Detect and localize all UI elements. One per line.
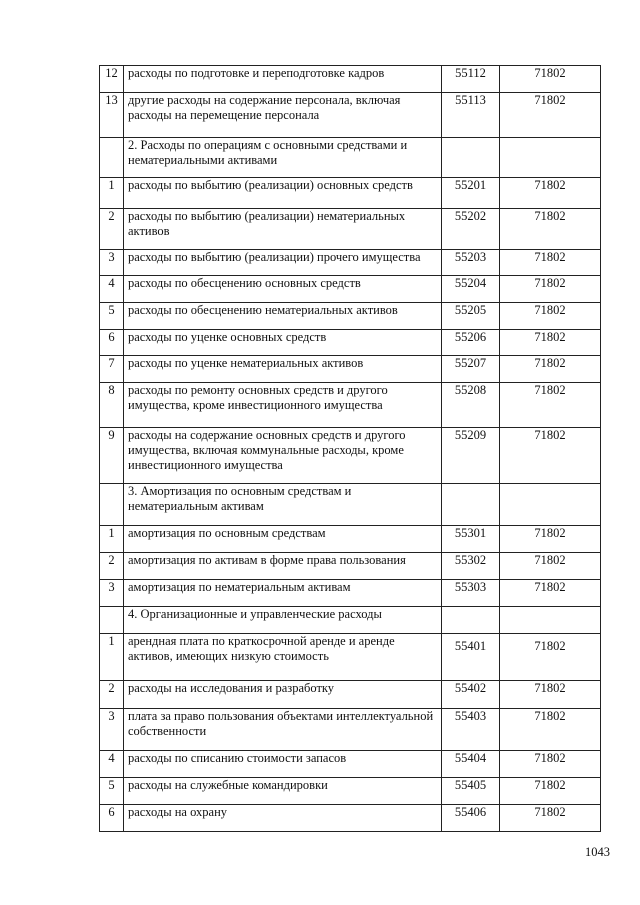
account-code: 55204 [442,276,500,303]
row-description: амортизация по основным средствам [124,526,442,553]
row-description: расходы по выбытию (реализации) основных средств [124,178,442,209]
section-title: 2. Расходы по операциям с основными средствами и нематериальными активами [124,138,442,178]
account-code: 55302 [442,553,500,580]
account-code [442,607,500,634]
row-description: расходы по обесценению основных средств [124,276,442,303]
corr-account: 71802 [500,250,601,276]
corr-account: 71802 [500,276,601,303]
account-code [442,484,500,526]
corr-account: 71802 [500,209,601,250]
section-header-row [100,138,601,178]
row-number: 1 [100,178,124,209]
row-number: 6 [100,805,124,832]
row-description: арендная плата по краткосрочной аренде и аренде активов, имеющих низкую стоимость [124,634,442,681]
corr-account: 71802 [500,681,601,709]
table-row [100,580,601,607]
corr-account: 71802 [500,526,601,553]
row-description: плата за право пользования объектами интеллектуальной собственности [124,709,442,751]
row-number: 12 [100,66,124,93]
account-code: 55208 [442,383,500,428]
corr-account: 71802 [500,580,601,607]
section-header-row [100,484,601,526]
table-row [100,751,601,778]
row-description: расходы по обесценению нематериальных активов [124,303,442,330]
table-row [100,526,601,553]
row-number [100,138,124,178]
table-row [100,276,601,303]
table-row [100,356,601,383]
row-description: расходы по ремонту основных средств и другого имущества, кроме инвестиционного имущества [124,383,442,428]
row-description: расходы по уценке основных средств [124,330,442,356]
corr-account: 71802 [500,634,601,681]
row-description: расходы по списанию стоимости запасов [124,751,442,778]
corr-account: 71802 [500,93,601,138]
corr-account: 71802 [500,751,601,778]
row-number [100,484,124,526]
row-description: расходы по уценке нематериальных активов [124,356,442,383]
row-number: 5 [100,303,124,330]
corr-account: 71802 [500,778,601,805]
account-code: 55404 [442,751,500,778]
row-description: расходы на исследования и разработку [124,681,442,709]
table-row [100,250,601,276]
row-number: 6 [100,330,124,356]
row-number: 4 [100,276,124,303]
row-description: расходы по выбытию (реализации) прочего имущества [124,250,442,276]
row-number: 2 [100,681,124,709]
row-description: амортизация по нематериальным активам [124,580,442,607]
account-code: 55112 [442,66,500,93]
account-code: 55209 [442,428,500,484]
row-number: 5 [100,778,124,805]
row-description: расходы по подготовке и переподготовке кадров [124,66,442,93]
table-row [100,303,601,330]
account-code: 55207 [442,356,500,383]
table-row [100,709,601,751]
account-code: 55113 [442,93,500,138]
row-number: 4 [100,751,124,778]
account-code: 55203 [442,250,500,276]
row-number: 2 [100,553,124,580]
account-code: 55403 [442,709,500,751]
accounts-table [99,65,601,832]
corr-account: 71802 [500,709,601,751]
corr-account: 71802 [500,553,601,580]
account-code: 55205 [442,303,500,330]
table-row [100,178,601,209]
account-code: 55402 [442,681,500,709]
account-code: 55303 [442,580,500,607]
row-number [100,607,124,634]
page-number: 1043 [585,845,610,859]
row-number: 1 [100,634,124,681]
table-row [100,428,601,484]
account-code: 55301 [442,526,500,553]
row-description: амортизация по активам в форме права пользования [124,553,442,580]
table-row [100,66,601,93]
row-number: 13 [100,93,124,138]
table-row [100,778,601,805]
row-number: 8 [100,383,124,428]
row-description: расходы на содержание основных средств и другого имущества, включая коммунальные расходы, кроме инвестиционного имущества [124,428,442,484]
corr-account: 71802 [500,356,601,383]
account-code: 55206 [442,330,500,356]
row-description: расходы на служебные командировки [124,778,442,805]
corr-account [500,484,601,526]
corr-account: 71802 [500,178,601,209]
account-code: 55406 [442,805,500,832]
corr-account: 71802 [500,428,601,484]
row-number: 9 [100,428,124,484]
table-row [100,209,601,250]
row-description: расходы по выбытию (реализации) нематериальных активов [124,209,442,250]
table-row [100,330,601,356]
corr-account [500,138,601,178]
corr-account: 71802 [500,330,601,356]
section-title: 3. Амортизация по основным средствам и нематериальным активам [124,484,442,526]
table-row [100,383,601,428]
table-row [100,634,601,681]
table-row [100,805,601,832]
row-number: 3 [100,250,124,276]
corr-account [500,607,601,634]
row-description: расходы на охрану [124,805,442,832]
corr-account: 71802 [500,303,601,330]
corr-account: 71802 [500,805,601,832]
row-number: 2 [100,209,124,250]
account-code: 55405 [442,778,500,805]
table-row [100,681,601,709]
row-description: другие расходы на содержание персонала, включая расходы на перемещение персонала [124,93,442,138]
row-number: 3 [100,580,124,607]
row-number: 7 [100,356,124,383]
account-code [442,138,500,178]
section-title: 4. Организационные и управленческие расходы [124,607,442,634]
table-row [100,553,601,580]
account-code: 55401 [442,634,500,681]
table-row [100,93,601,138]
account-code: 55201 [442,178,500,209]
account-code: 55202 [442,209,500,250]
corr-account: 71802 [500,383,601,428]
corr-account: 71802 [500,66,601,93]
row-number: 3 [100,709,124,751]
row-number: 1 [100,526,124,553]
section-header-row [100,607,601,634]
